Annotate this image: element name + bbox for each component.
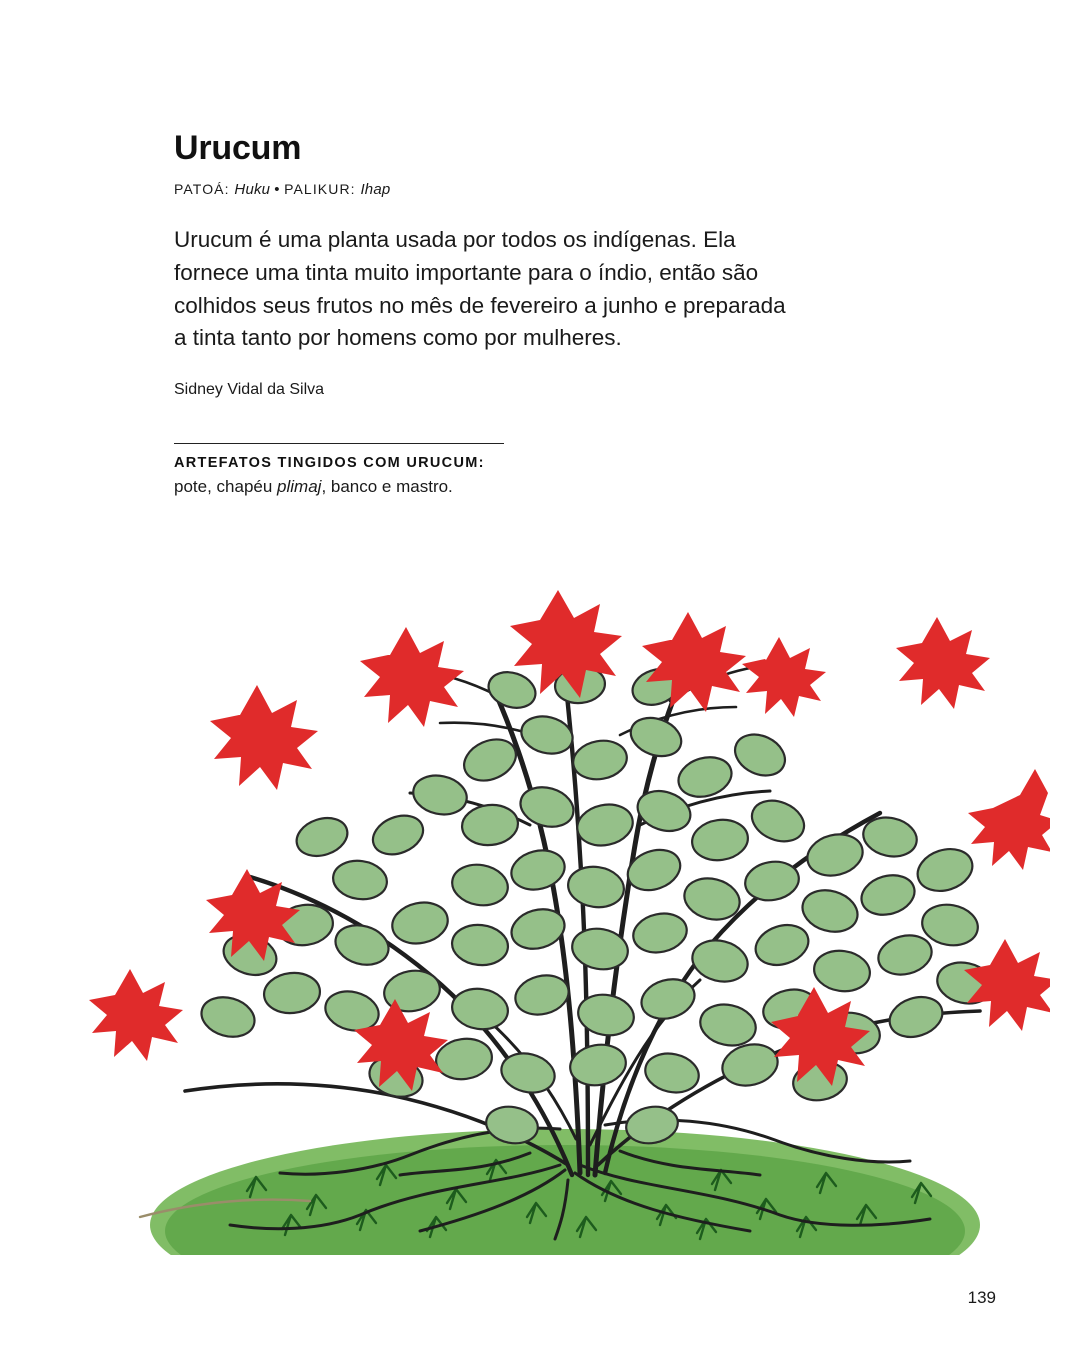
author-credit: Sidney Vidal da Silva <box>174 380 325 398</box>
grass-mound <box>150 1129 980 1255</box>
note-divider <box>174 443 504 444</box>
page-title: Urucum <box>174 129 302 167</box>
note-italic-word: plimaj <box>277 476 322 496</box>
plant-illustration-svg <box>60 525 1050 1255</box>
patoa-term: Huku <box>234 181 271 199</box>
language-names-line <box>174 181 964 198</box>
text-block <box>174 130 964 497</box>
artifacts-note <box>174 443 504 497</box>
plant-leaves <box>197 663 997 1147</box>
urucum-plant-drawing <box>60 525 1050 1255</box>
note-heading: ARTEFATOS TINGIDOS COM URUCUM: <box>174 454 485 471</box>
body-paragraph: Urucum é uma planta usada por todos os indígenas. Ela fornece uma tinta muito importante para o índio, então são colhidos seus frutos no mês de fevereiro a junho e preparada a tinta tanto por homens como por mulheres. <box>174 227 786 351</box>
palikur-label: PALIKUR: <box>284 181 356 198</box>
language-separator: • <box>274 181 281 199</box>
page-number: 139 <box>967 1288 996 1307</box>
patoa-label: PATOÁ: <box>174 181 230 198</box>
note-text-part1: pote, chapéu <box>174 476 278 496</box>
palikur-term: Ihap <box>360 181 391 199</box>
note-text-part2: , banco e mastro. <box>321 476 453 496</box>
note-text <box>174 477 504 497</box>
